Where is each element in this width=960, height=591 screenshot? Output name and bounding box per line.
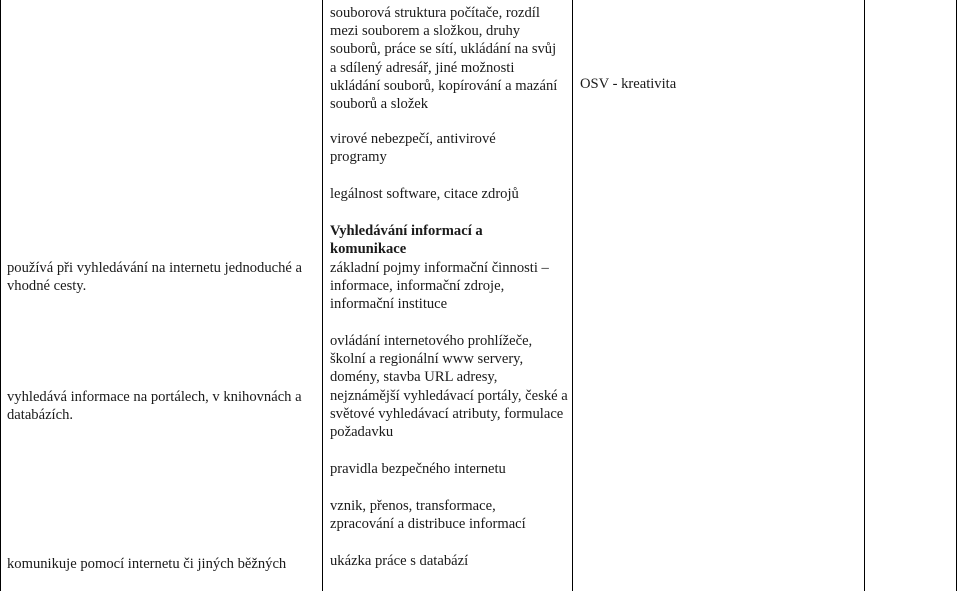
content-virus: virové nebezpečí, antivirové programy <box>330 131 496 166</box>
content-safe-internet: pravidla bezpečného internetu <box>330 461 506 477</box>
section-heading: Vyhledávání informací a komunikace <box>330 223 483 258</box>
content-file-structure: souborová struktura počítače, rozdíl mezi souborem a složkou, druhy souborů, práce se sítí, ukládání na svůj a sdílený adresář, jiné možnosti ukládání souborů, kopírování a mazání souborů a složek <box>330 5 558 113</box>
cross-topic-osv: OSV - kreativita <box>580 76 677 92</box>
table-divider-3 <box>864 0 865 591</box>
outcome-search-paths: používá při vyhledávání na internetu jednoduché a vhodné cesty. <box>7 260 303 295</box>
content-information-flow: vznik, přenos, transformace, zpracování a distribuce informací <box>330 498 526 533</box>
content-legal-software: legálnost software, citace zdrojů <box>330 186 519 202</box>
content-basic-terms: základní pojmy informační činnosti – informace, informační zdroje, informační instituce <box>330 260 549 313</box>
table-left-border <box>0 0 1 591</box>
content-browser: ovládání internetového prohlížeče, školní a regionální www servery, domény, stavba URL adresy, nejznámější vyhledávací portály, české a světové vyhledávací atributy, formulace požadavku <box>330 333 568 441</box>
outcome-search-portals: vyhledává informace na portálech, v knihovnách a databázích. <box>7 389 302 424</box>
content-database: ukázka práce s databází <box>330 553 469 569</box>
table-divider-2 <box>572 0 573 591</box>
table-right-border <box>956 0 957 591</box>
table-divider-1 <box>322 0 323 591</box>
outcome-communicate: komunikuje pomocí internetu či jiných běžných <box>7 556 287 572</box>
